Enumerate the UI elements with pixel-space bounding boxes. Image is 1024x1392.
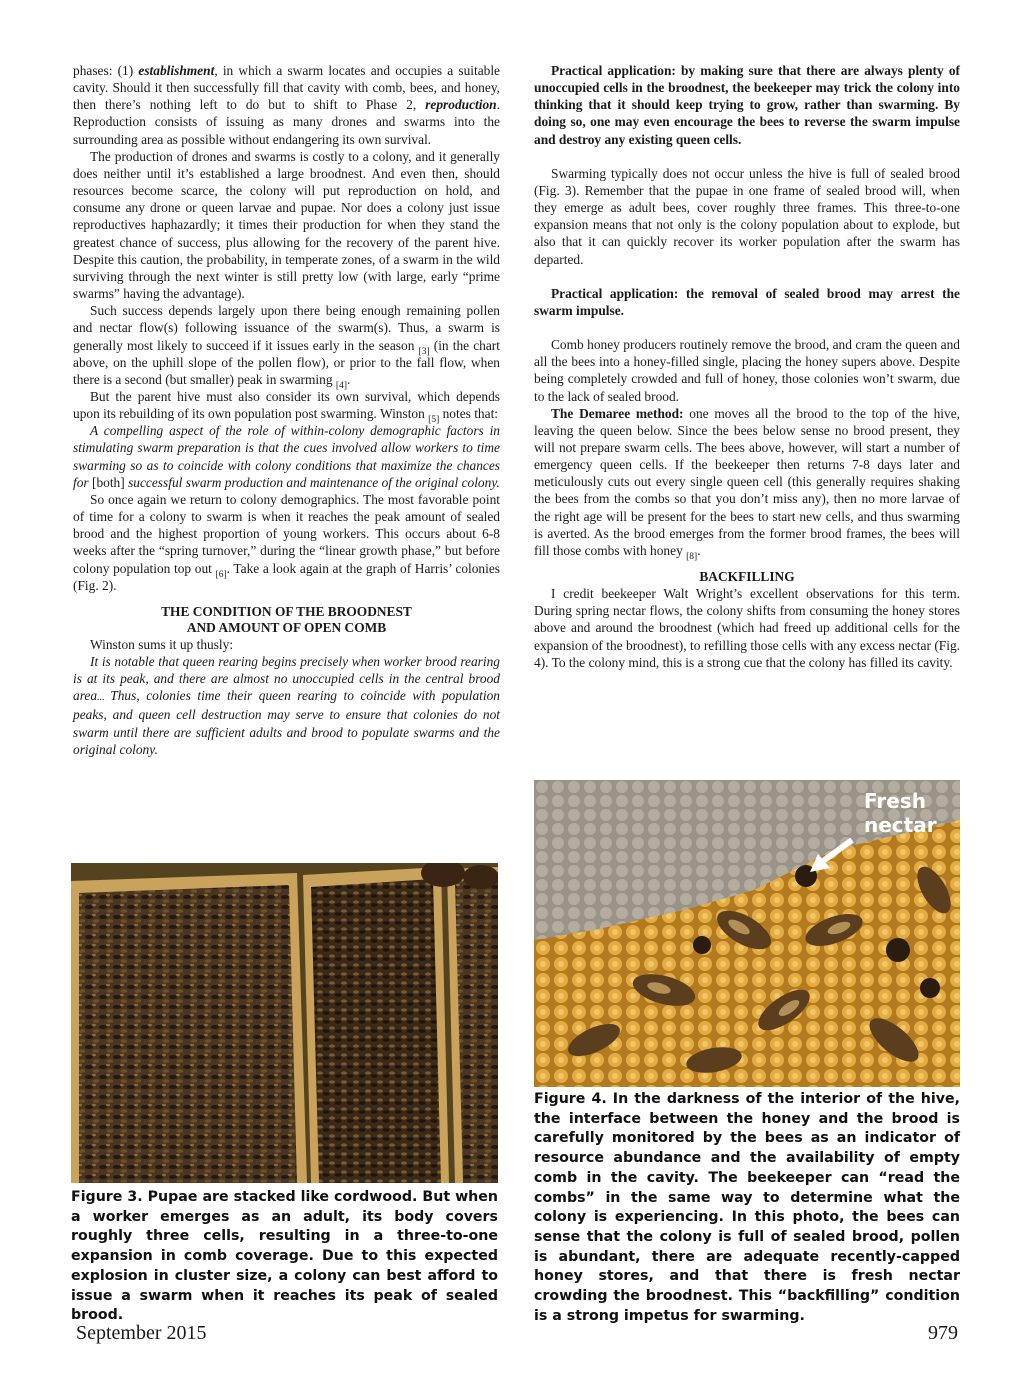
figure-3-photo (71, 863, 498, 1183)
reference-marker: [5] (428, 415, 440, 426)
paragraph: I credit beekeeper Walt Wright’s excellent observations for this term. During spring nectar flows, the colony shifts from consuming the honey stores above and around the broodnest (which had freed up additional cells for the expansion of the broodnest), to refilling those cells with any excess nectar (Fig. 4). To the colony mind, this is a strong cue that the colony has filled its cavity. (534, 586, 960, 670)
page-number: 979 (928, 1322, 958, 1344)
reference-marker: [6] (215, 569, 227, 580)
paragraph: Such success depends largely upon there being enough remaining pollen and nectar flow(s) following issuance of the swarm(s). Thus, a swarm is generally most likely to succeed if it issues early in the season $_{[3]}$ (in the chart above, on the uphill slope of the pollen flow), or prior to the fall flow, when there is a second (but smaller) peak in swarming $_{[4]}$. (73, 303, 500, 391)
block-quote: It is notable that queen rearing begins precisely when worker brood rearing is at its peak, and there are almost no unoccupied cells in the central brood area... Thus, colonies time their queen rearing to coincide with population peaks, and queen cell destruction may serve to ensure that colonies do not swarm until there are sufficient adults and brood to populate swarms and the original colony. (73, 654, 501, 757)
block-quote: A compelling aspect of the role of within-colony demographic factors in stimulating swarm preparation is that the cues involved allow workers to time swarming so as to coincide with colony conditions that maximize the chances for [both] successful swarm production and maintenance of the original colony. (73, 423, 500, 490)
reference-marker: [3] (418, 346, 430, 357)
figure-4-photo (534, 780, 960, 1087)
issue-date: September 2015 (76, 1322, 207, 1344)
brood-frames-illustration (71, 863, 498, 1183)
section-heading: THE CONDITION OF THE BROODNEST AND AMOUNT OF OPEN COMB (161, 603, 412, 635)
paragraph: Winston sums it up thusly: (90, 636, 234, 652)
paragraph: phases: (1) establishment, in which a swarm locates and occupies a suitable cavity. Should it then successfully fill that cavity with comb, bees, and honey, then there’s nothing left to do but to shift to Phase 2, reproduction. Reproduction consists of issuing as many drones and swarms into the surrounding area as possible without endangering its own survival. (73, 63, 501, 147)
figure-3-caption: Figure 3. Pupae are stacked like cordwood. But when a worker emerges as an adult, its body covers roughly three cells, resulting in a three-to-one expansion in comb coverage. Due to this expected explosion in cluster size, a colony can best afford to issue a swarm when it reaches its peak of sealed brood. (71, 1189, 498, 1324)
reference-marker: [8] (686, 551, 698, 562)
reference-marker: [4] (335, 380, 347, 391)
right-column (534, 62, 960, 671)
practical-application: Practical application: by making sure that there are always plenty of unoccupied cells in the broodnest, the beekeeper may trick the colony into thinking that it should keep trying to grow, rather than swarming. By doing so, one may even encourage the bees to reverse the swarm impulse and destroy any existing queen cells. (534, 63, 960, 147)
fresh-nectar-label: Fresh (864, 789, 926, 813)
section-heading: BACKFILLING (699, 569, 795, 585)
paragraph: Comb honey producers routinely remove the brood, and cram the queen and all the bees into a honey-filled single, placing the honey supers above. Despite being completely crowded and full of honey, those colonies won’t swarm, due to the lack of sealed brood. (534, 337, 960, 404)
fresh-nectar-label: nectar (864, 813, 937, 837)
practical-application: Practical application: the removal of sealed brood may arrest the swarm impulse. (534, 285, 960, 318)
paragraph: But the parent hive must also consider its own survival, which depends upon its rebuilding of its own population post swarming. Winston $_{[5]}$ notes that: (73, 388, 500, 426)
paragraph: The production of drones and swarms is costly to a colony, and it generally does neither until it’s established a large broodnest. And even then, should resources become scarce, the colony will put reproduction on hold, and consume any drone or queen larvae and pupae. Nor does a colony just issue reproductives haphazardly; it times their production for when they stand the greatest chance of success, plus allowing for the recovery of the parent hive. Despite this caution, the probability, in temperate zones, of a swarm in the wild surviving through the next winter is still pretty low (with large, early “prime swarms” having the advantage). (73, 148, 500, 302)
paragraph: The Demaree method: one moves all the brood to the top of the hive, leaving the queen below. Since the bees below sense no brood present, they will not prepare swarm cells. The bees above, however, will start a number of emergency queen cells. If the beekeeper then returns 7-8 days later and meticulously cuts out every single queen cell (this generally requires shaking the bees from the combs so that you don’t miss any), then no more larvae of the right age will be present for the bees to start new cells, and thus swarming is averted. As the brood emerges from the former brood frames, the bees will fill those combs with honey $_{[8]}$. (534, 405, 960, 562)
figure-4-caption: Figure 4. In the darkness of the interior of the hive, the interface between the honey and the brood is carefully monitored by the bees as an indicator of resource abundance and the availability of empty comb in the cavity. The beekeeper can “read the combs” in the same way to determine what the colony is experiencing. In this photo, the bees can sense that the colony is full of sealed brood, pollen is abundant, there are adequate recently-capped honey stores, and that there is fresh nectar crowding the broodnest. This “backfilling” condition is a strong impetus for swarming. (534, 1091, 960, 1324)
paragraph: So once again we return to colony demographics. The most favorable point of time for a colony to swarm is when it reaches the peak amount of sealed brood and the highest proportion of young workers. This occurs about 6-8 weeks after the “spring turnover,” during the “linear growth phase,” but before colony population top out $_{[6]}$. Take a look again at the graph of Harris’ colonies (Fig. 2). (73, 491, 501, 593)
paragraph: Swarming typically does not occur unless the hive is full of sealed brood (Fig. 3). Remember that the pupae in one frame of sealed brood will, when they emerge as adult bees, cover roughly three frames. This three-to-one expansion means that not only is the colony population about to explode, but also that it can quickly recover its worker population after the swarm has departed. (534, 165, 960, 267)
comb-illustration (534, 780, 960, 1087)
left-column (73, 62, 500, 758)
